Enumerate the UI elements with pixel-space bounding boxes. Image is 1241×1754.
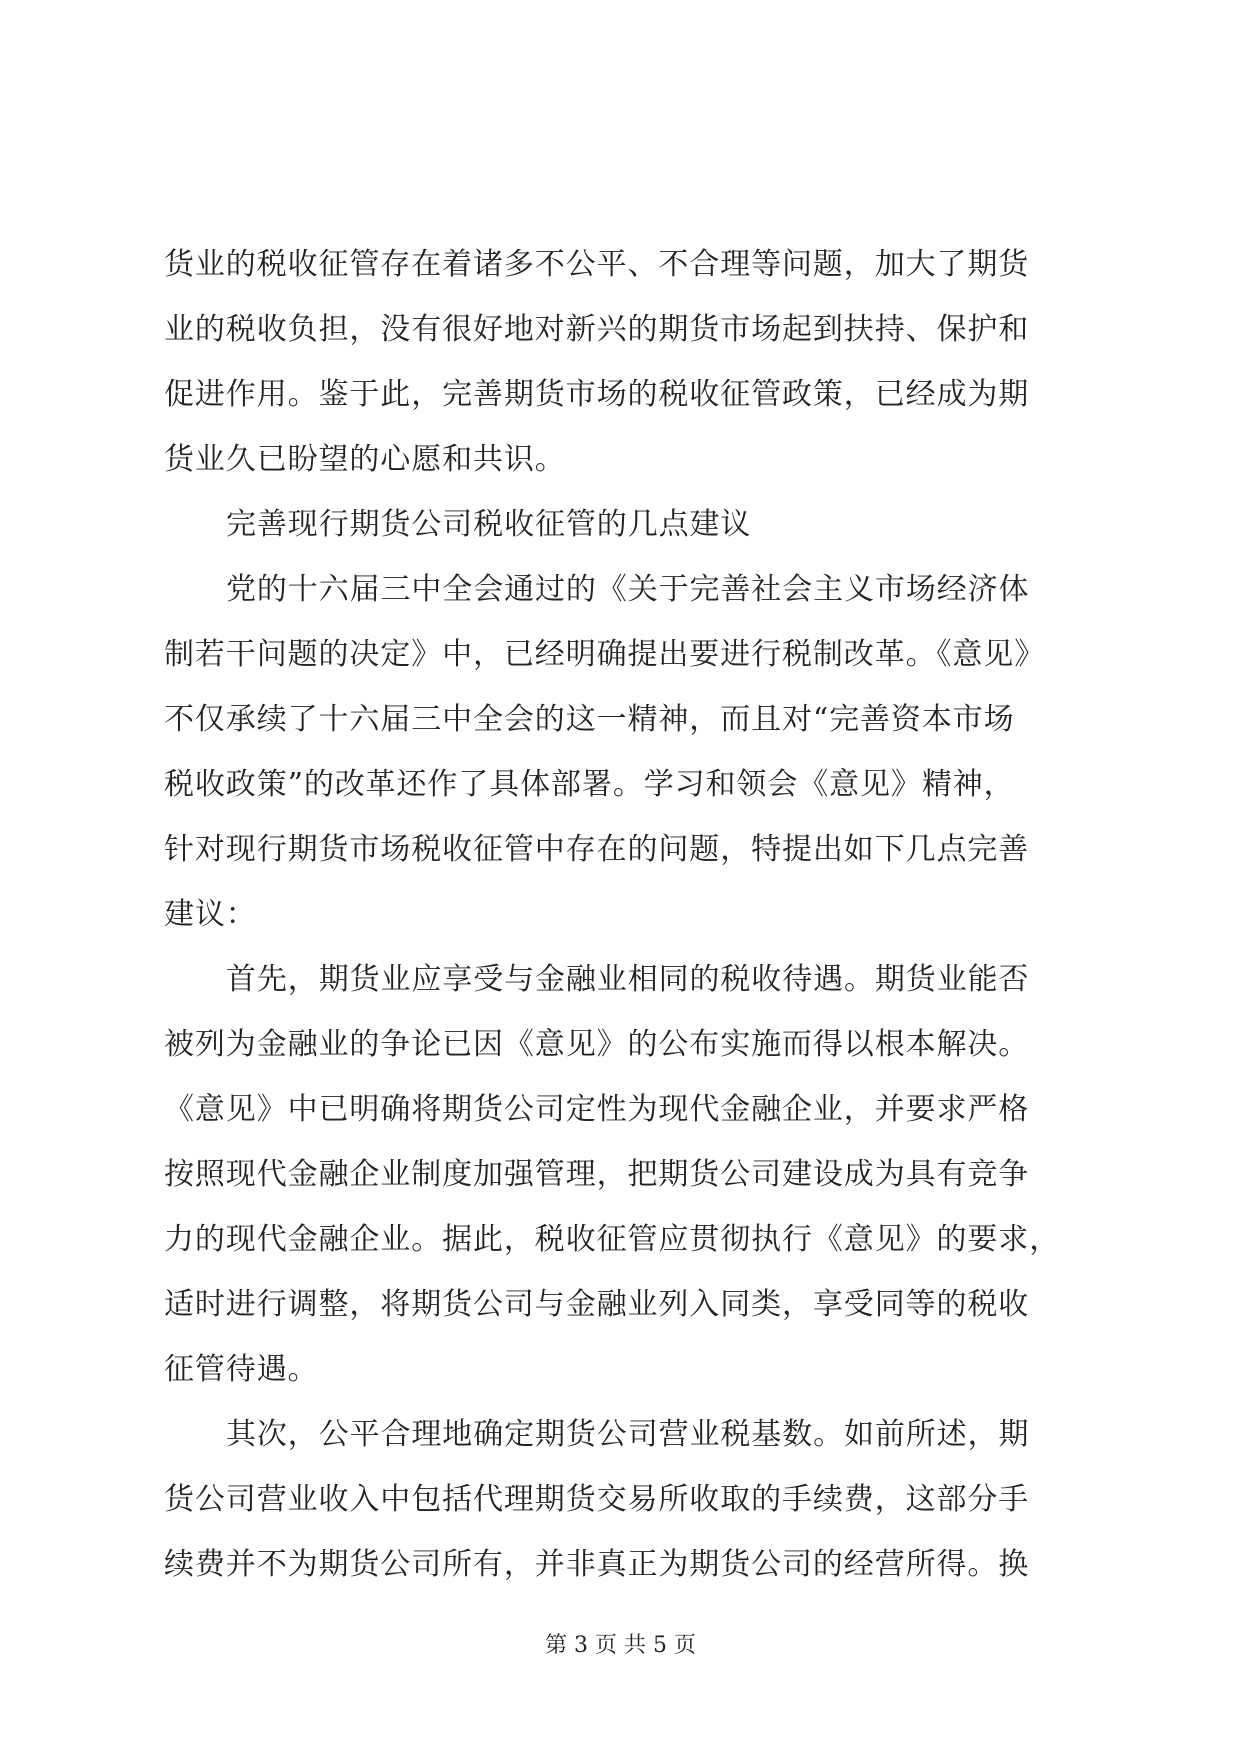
- text-line: 《意见》中已明确将期货公司定性为现代金融企业，并要求严格: [164, 1092, 1030, 1127]
- text-line: 征管待遇。: [164, 1352, 319, 1387]
- text-line: 货业久已盼望的心愿和共识。: [164, 442, 566, 477]
- text-line: 党的十六届三中全会通过的《关于完善社会主义市场经济体: [226, 572, 1030, 607]
- text-line: 被列为金融业的争论已因《意见》的公布实施而得以根本解决。: [164, 1027, 1030, 1062]
- text-line: 货公司营业收入中包括代理期货交易所收取的手续费，这部分手: [164, 1482, 1030, 1517]
- text-line: 适时进行调整，将期货公司与金融业列入同类，享受同等的税收: [164, 1287, 1030, 1322]
- text-line: 针对现行期货市场税收征管中存在的问题，特提出如下几点完善: [164, 832, 1030, 867]
- text-line: 完善现行期货公司税收征管的几点建议: [226, 507, 752, 542]
- text-line: 不仅承续了十六届三中全会的这一精神，而且对“完善资本市场: [164, 702, 1015, 737]
- text-line: 续费并不为期货公司所有，并非真正为期货公司的经营所得。换: [164, 1547, 1030, 1582]
- text-line: 力的现代金融企业。据此，税收征管应贯彻执行《意见》的要求，: [164, 1222, 1061, 1257]
- text-line: 促进作用。鉴于此，完善期货市场的税收征管政策，已经成为期: [164, 377, 1030, 412]
- text-line: 税收政策”的改革还作了具体部署。学习和领会《意见》精神，: [164, 767, 1015, 802]
- text-line: 建议：: [164, 897, 257, 932]
- text-line: 货业的税收征管存在着诸多不公平、不合理等问题，加大了期货: [164, 247, 1030, 282]
- page-footer: [0, 1631, 1241, 1661]
- text-line: 业的税收负担，没有很好地对新兴的期货市场起到扶持、保护和: [164, 312, 1030, 347]
- document-body: [164, 232, 1082, 1597]
- text-line: 其次，公平合理地确定期货公司营业税基数。如前所述，期: [226, 1417, 1030, 1452]
- text-line: 首先，期货业应享受与金融业相同的税收待遇。期货业能否: [226, 962, 1030, 997]
- text-line: 按照现代金融企业制度加强管理，把期货公司建设成为具有竞争: [164, 1157, 1030, 1192]
- page-number: 第 3 页 共 5 页: [545, 1633, 696, 1658]
- text-line: 制若干问题的决定》中，已经明确提出要进行税制改革。《意见》: [164, 637, 1046, 672]
